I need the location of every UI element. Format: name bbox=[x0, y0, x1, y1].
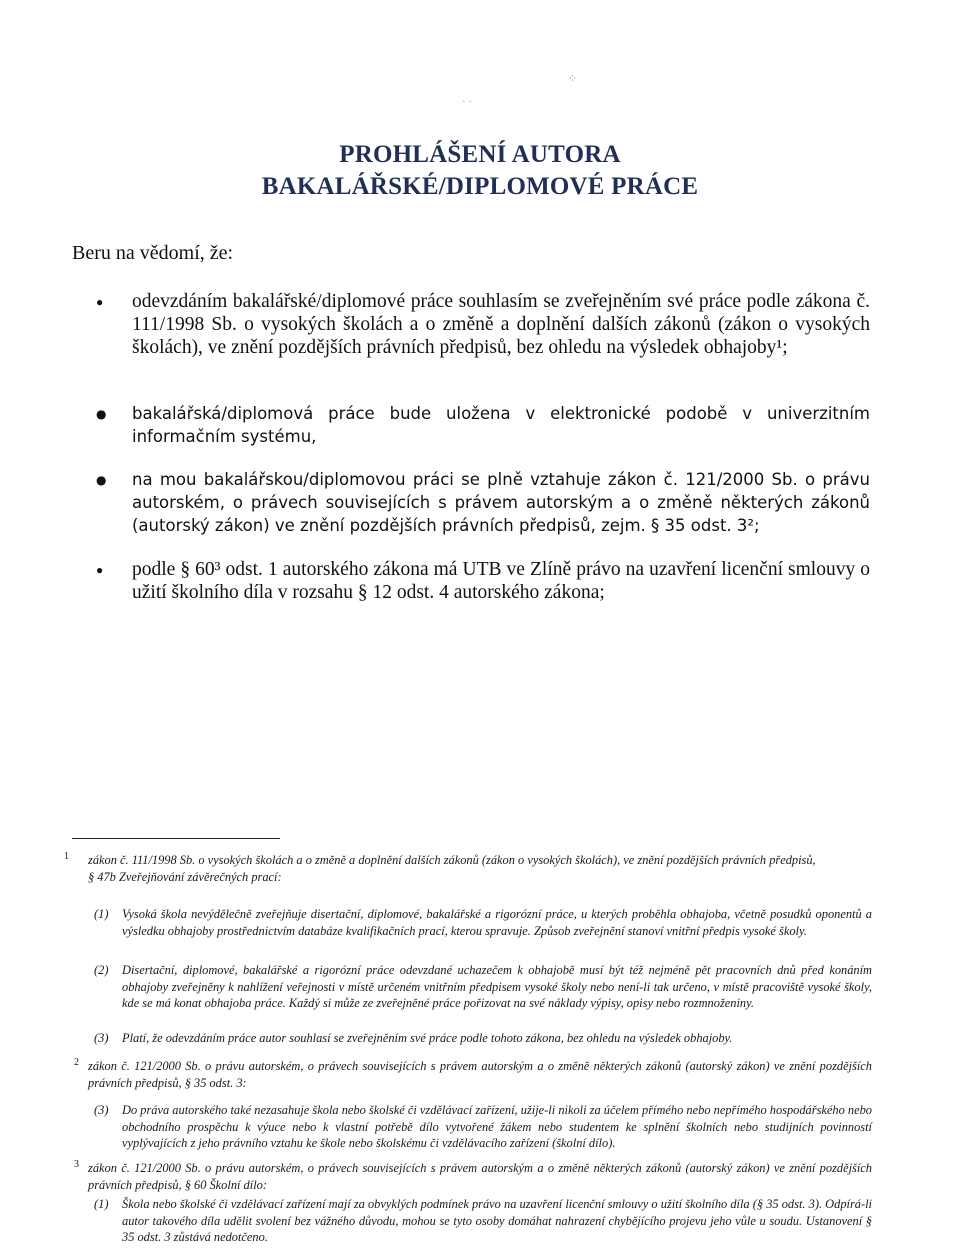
footnote-text: zákon č. 121/2000 Sb. o právu autorském, o právech souvisejících s právem autorským a o změně některých zákonů (autorský zákon) ve znění pozdějších právních předpisů, § 60 Školní dílo: bbox=[88, 1161, 872, 1192]
page-title-line1: PROHLÁŠENÍ AUTORA bbox=[339, 141, 621, 168]
bullet-item: ● odevzdáním bakalářské/diplomové práce souhlasím se zveřejněním své práce podle zákona č. 111/1998 Sb. o vysokých školách a o změně a doplnění dalších zákonů (zákon o vysokých školách), ve znění pozdějších právních předpisů, bez ohledu na výsledek obhajoby¹; bbox=[132, 290, 870, 359]
scan-speck: · · bbox=[462, 96, 473, 108]
footnote-paragraph bbox=[94, 1196, 872, 1246]
footnote-text: zákon č. 121/2000 Sb. o právu autorském, o právech souvisejících s právem autorským a o změně některých zákonů (autorský zákon) ve znění pozdějších právních předpisů, § 35 odst. 3: bbox=[88, 1059, 872, 1090]
page-title-line2: BAKALÁŘSKÉ/DIPLOMOVÉ PRÁCE bbox=[261, 173, 699, 200]
footnote-3 bbox=[64, 1160, 872, 1193]
intro-text: Beru na vědomí, že: bbox=[72, 242, 234, 264]
paragraph-text: Škola nebo školské či vzdělávací zařízení mají za obvyklých podmínek právo na uzavření licenční smlouvy o užití školního díla (§ 35 odst. 3). Odpírá-li autor takového díla udělit svolení bez vážného důvodu, mohou se tyto osoby domáhat nahrazení chybějícího projevu jeho vůle u soudu. Ustanovení § 35 odst. 3 zůstává nedotčeno. bbox=[122, 1197, 872, 1244]
footnote-paragraph bbox=[94, 962, 872, 1012]
footnote-mark: 1 bbox=[64, 851, 69, 862]
footnote-section: § 47b Zveřejňování závěrečných prací: bbox=[88, 869, 282, 884]
paragraph-number: (1) bbox=[94, 1197, 109, 1211]
bullet-item: ● bakalářská/diplomová práce bude uložena v elektronické podobě v univerzitním informačním systému, bbox=[132, 402, 870, 448]
footnote-paragraph bbox=[94, 906, 872, 939]
footnote-mark: 2 bbox=[74, 1057, 79, 1068]
footnote-paragraph bbox=[94, 1102, 872, 1152]
paragraph-number: (3) bbox=[94, 1031, 109, 1045]
footnote-divider bbox=[72, 838, 280, 839]
paragraph-number: (3) bbox=[94, 1103, 109, 1117]
paragraph-number: (2) bbox=[94, 963, 109, 977]
footnote-paragraph bbox=[94, 1030, 872, 1047]
bullet-item: ● na mou bakalářskou/diplomovou práci se plně vztahuje zákon č. 121/2000 Sb. o právu autorském, o právech souvisejících s právem autorským a o změně některých zákonů (autorský zákon) ve znění pozdějších právních předpisů, zejm. § 35 odst. 3²; bbox=[132, 468, 870, 537]
footnote-mark: 3 bbox=[74, 1159, 79, 1170]
paragraph-text: Vysoká škola nevýdělečně zveřejňuje disertační, diplomové, bakalářské a rigorózní práce, u kterých proběhla obhajoba, včetně posudků oponentů a výsledku obhajoby prostřednictvím databáze kvalifikačních prací, kterou spravuje. Způsob zveřejnění stanoví vnitřní předpis vysoké školy. bbox=[122, 907, 872, 938]
paragraph-text: Do práva autorského také nezasahuje škola nebo školské či vzdělávací zařízení, užije-li nikoli za účelem přímého nebo nepřímého hospodářského nebo obchodního prospěchu k výuce nebo k vlastní potřebě dílo vytvořené žákem nebo studentem ke splnění školních nebo studijních povinností vyplývajících z jeho právního vztahu ke škole nebo školskému či vzdělávacího zařízení (školní dílo). bbox=[122, 1103, 872, 1150]
bullet-item: ● podle § 60³ odst. 1 autorského zákona má UTB ve Zlíně právo na uzavření licenční smlouvy o užití školního díla v rozsahu § 12 odst. 4 autorského zákona; bbox=[132, 558, 870, 604]
paragraph-number: (1) bbox=[94, 907, 109, 921]
footnote-text: zákon č. 111/1998 Sb. o vysokých školách a o změně a doplnění dalších zákonů (zákon o vysokých školách), ve znění pozdějších právních předpisů, bbox=[88, 853, 816, 867]
footnote-1 bbox=[64, 852, 884, 885]
scan-speck: ⁘ bbox=[568, 73, 578, 85]
paragraph-text: Disertační, diplomové, bakalářské a rigorózní práce odevzdané uchazečem k obhajobě musí být též nejméně pět pracovních dnů před konáním obhajoby zveřejněny k nahlížení veřejnosti v místě určeném vnitřním předpisem vysoké školy nebo není-li tak určeno, v místě pracoviště vysoké školy, kde se má konat obhajoba práce. Každý si může ze zveřejněné práce pořizovat na své náklady výpisy, opisy nebo rozmnoženiny. bbox=[122, 963, 872, 1010]
footnote-2 bbox=[64, 1058, 872, 1091]
paragraph-text: Platí, že odevzdáním práce autor souhlasí se zveřejněním své práce podle tohoto zákona, bez ohledu na výsledek obhajoby. bbox=[122, 1031, 733, 1045]
